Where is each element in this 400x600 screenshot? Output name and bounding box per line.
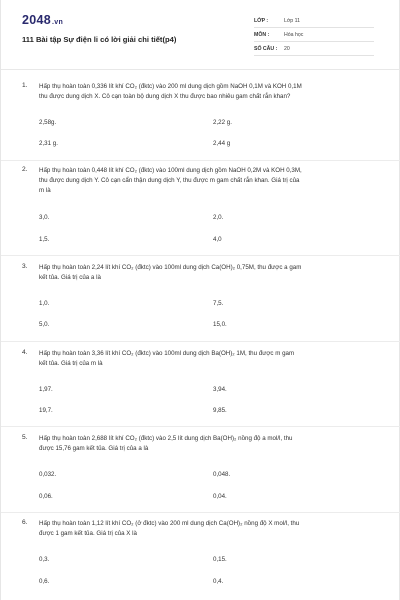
- question-text: Hấp thụ hoàn toàn 0,336 lít khí CO₂ (đktc) vào 200 ml dung dịch gồm NaOH 0,1M và KOH 0,1M thu được dung dịch X. Cô cạn toàn bộ dung dịch X thu được bao nhiêu gam chất rắn khan?: [39, 83, 302, 100]
- question-text: Hấp thụ hoàn toàn 2,24 lít khí CO₂ (đktc) vào 100ml dung dịch Ca(OH)₂ 0,75M, thu được a gam kết tủa. Giá trị của a là: [39, 264, 302, 281]
- option-c[interactable]: 0,6.: [39, 578, 50, 585]
- option-b[interactable]: 2,0.: [213, 214, 224, 221]
- question-number: 6.: [22, 519, 28, 526]
- meta-subject-label: MÔN :: [254, 32, 270, 38]
- question-text: Hấp thụ hoàn toàn 3,36 lít khí CO₂ (đktc) vào 100ml dung dịch Ba(OH)₂ 1M, thu được m gam kết tủa. Giá trị của m là: [39, 350, 295, 367]
- option-d[interactable]: 2,44 g: [213, 140, 231, 147]
- worksheet-header: [1, 0, 400, 70]
- question-number: 1.: [22, 82, 28, 89]
- option-d[interactable]: 0,4.: [213, 578, 224, 585]
- option-c[interactable]: 0,06.: [39, 493, 53, 500]
- option-b[interactable]: 0,048.: [213, 471, 231, 478]
- option-a[interactable]: 0,3.: [39, 556, 50, 563]
- question-divider: [1, 426, 400, 427]
- option-c[interactable]: 19,7.: [39, 407, 53, 414]
- option-a[interactable]: 1,97.: [39, 386, 53, 393]
- option-c[interactable]: 5,0.: [39, 321, 50, 328]
- meta-count-value: 20: [284, 46, 290, 52]
- meta-count-label: SỐ CÂU :: [254, 46, 278, 52]
- option-a[interactable]: 0,032.: [39, 471, 57, 478]
- option-c[interactable]: 1,5.: [39, 236, 50, 243]
- option-d[interactable]: 15,0.: [213, 321, 227, 328]
- meta-grade-value: Lớp 11: [284, 18, 300, 24]
- question-divider: [1, 341, 400, 342]
- option-d[interactable]: 0,04.: [213, 493, 227, 500]
- question-divider: [1, 160, 400, 161]
- document-title: 111 Bài tập Sự điện li có lời giải chi tiết(p4): [22, 35, 177, 44]
- question-divider: [1, 255, 400, 256]
- question-number: 4.: [22, 349, 28, 356]
- option-d[interactable]: 4,0: [213, 236, 222, 243]
- meta-subject-value: Hóa học: [284, 32, 304, 38]
- meta-subject: [254, 28, 374, 42]
- option-b[interactable]: 7,5.: [213, 300, 224, 307]
- option-c[interactable]: 2,31 g.: [39, 140, 58, 147]
- question-text: Hấp thụ hoàn toàn 1,12 lít khí CO₂ (ở đktc) vào 200 ml dung dịch Ca(OH)₂ nồng độ X mol/l, thu được 1 gam kết tủa. Giá trị của X là: [39, 520, 300, 537]
- question-divider: [1, 512, 400, 513]
- option-a[interactable]: 1,0.: [39, 300, 50, 307]
- option-b[interactable]: 2,22 g.: [213, 119, 232, 126]
- meta-question-count: [254, 42, 374, 56]
- option-a[interactable]: 3,0.: [39, 214, 50, 221]
- question-text: Hấp thụ hoàn toàn 0,448 lít khí CO₂ (đktc) vào 100ml dung dịch gồm NaOH 0,2M và KOH 0,3M, thu được dung dịch Y. Cô cạn cẩn thận dung dịch Y, thu được m gam chất rắn khan. Giá trị của m là: [39, 167, 302, 194]
- meta-grade-label: LỚP :: [254, 18, 269, 24]
- question-text: Hấp thụ hoàn toàn 2,688 lít khí CO₂ (đktc) vào 2,5 lít dung dịch Ba(OH)₂ nồng độ a mol/l, thu được 15,76 gam kết tủa. Giá trị của a là: [39, 435, 293, 452]
- option-d[interactable]: 9,85.: [213, 407, 227, 414]
- option-b[interactable]: 0,15.: [213, 556, 227, 563]
- site-logo[interactable]: 2048.vn: [22, 13, 64, 27]
- question-number: 2.: [22, 166, 28, 173]
- question-number: 5.: [22, 434, 28, 441]
- option-b[interactable]: 3,94.: [213, 386, 227, 393]
- question-number: 3.: [22, 263, 28, 270]
- meta-grade: [254, 14, 374, 28]
- option-a[interactable]: 2,58g.: [39, 119, 57, 126]
